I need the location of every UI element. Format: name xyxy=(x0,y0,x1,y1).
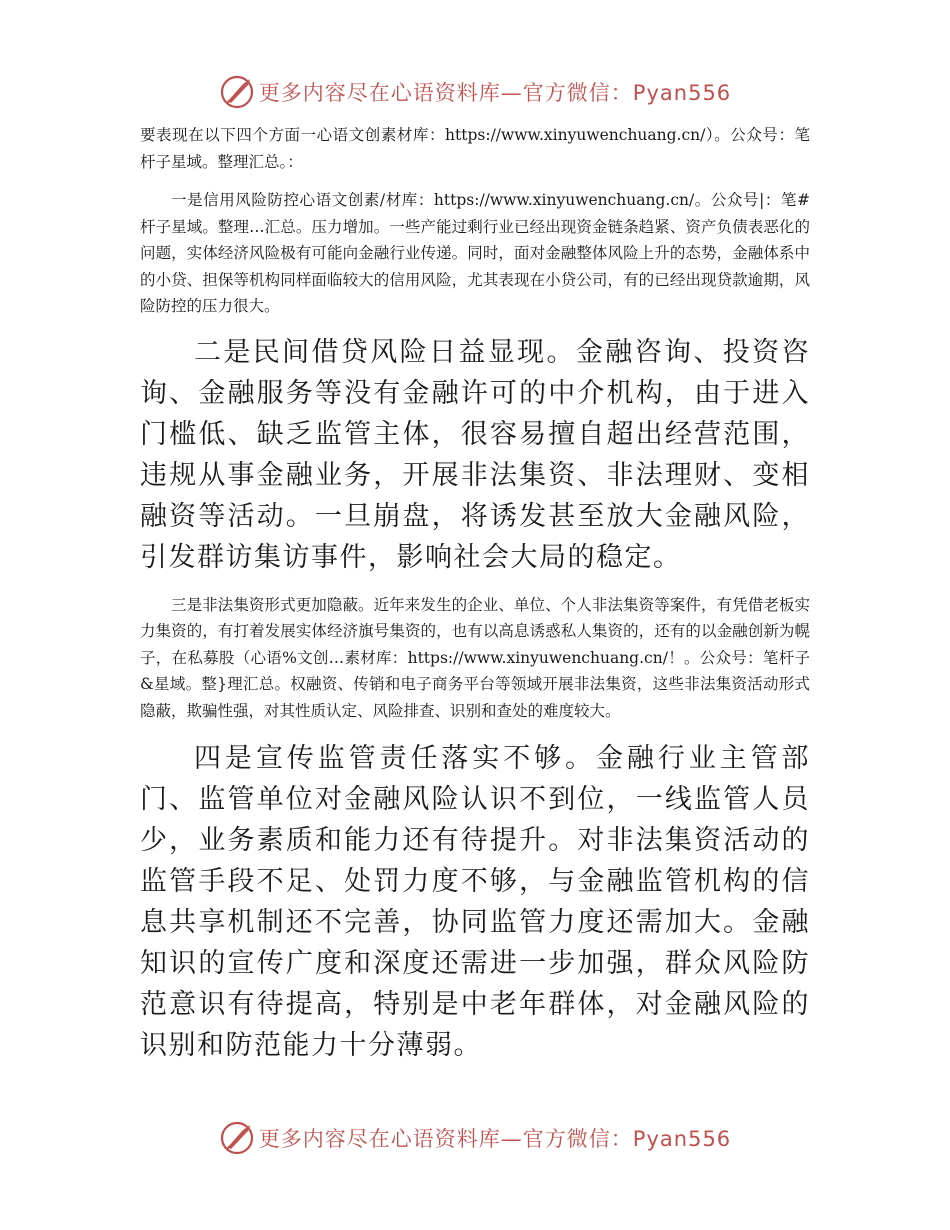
footer-banner xyxy=(0,1118,950,1158)
paragraph-supervision-responsibility: 四是宣传监管责任落实不够。金融行业主管部门、监管单位对金融风险认识不到位，一线监管人员少，业务素质和能力还有待提升。对非法集资活动的监管手段不足、处罚力度不够，与金融监管机构的信息共享机制还不完善，协同监管力度还需加大。金融知识的宣传广度和深度还需进一步加强，群众风险防范意识有待提高，特别是中老年群体，对金融风险的识别和防范能力十分薄弱。 xyxy=(140,743,810,1061)
header-banner xyxy=(0,72,950,112)
quill-pen-icon xyxy=(219,74,255,110)
paragraph-private-lending-risk: 二是民间借贷风险日益显现。金融咨询、投资咨询、金融服务等没有金融许可的中介机构，由于进入门槛低、缺乏监管主体，很容易擅自超出经营范围，违规从事金融业务，开展非法集资、非法理财、变相融资等活动。一旦崩盘，将诱发甚至放大金融风险，引发群访集访事件，影响社会大局的稳定。 xyxy=(140,336,810,573)
header-banner-text: 更多内容尽在心语资料库—官方微信：Pyan556 xyxy=(258,81,732,105)
paragraph-credit-risk: 一是信用风险防控心语文创素/材库：https://www.xinyuwenchuang.cn/。公众号|：笔#杆子星域。整理…汇总。压力增加。一些产能过剩行业已经出现资金链条趋紧、资产负债表恶化的问题，实体经济风险极有可能向金融行业传递。同时，面对金融整体风险上升的态势，金融体系中的小贷、担保等机构同样面临较大的信用风险，尤其表现在小贷公司，有的已经出现贷款逾期，风险防控的压力很大。 xyxy=(140,191,810,315)
paragraph-illegal-fundraising: 三是非法集资形式更加隐蔽。近年来发生的企业、单位、个人非法集资等案件，有凭借老板实力集资的，有打着发展实体经济旗号集资的，也有以高息诱惑私人集资的，还有的以金融创新为幌子，在私募股（心语%文创…素材库：https://www.xinyuwenchuang.cn/！。公众号：笔杆子&星域。整}理汇总。权融资、传销和电子商务平台等领域开展非法集资，这些非法集资活动形式隐蔽，欺骗性强，对其性质认定、风险排查、识别和查处的难度较大。 xyxy=(140,595,810,720)
quill-pen-icon xyxy=(219,1120,255,1156)
document-body xyxy=(140,122,810,1066)
lead-paragraph: 要表现在以下四个方面一心语文创素材库：https://www.xinyuwenchuang.cn/）。公众号：笔杆子星域。整理汇总。： xyxy=(140,126,810,171)
footer-banner-text: 更多内容尽在心语资料库—官方微信：Pyan556 xyxy=(258,1127,732,1151)
